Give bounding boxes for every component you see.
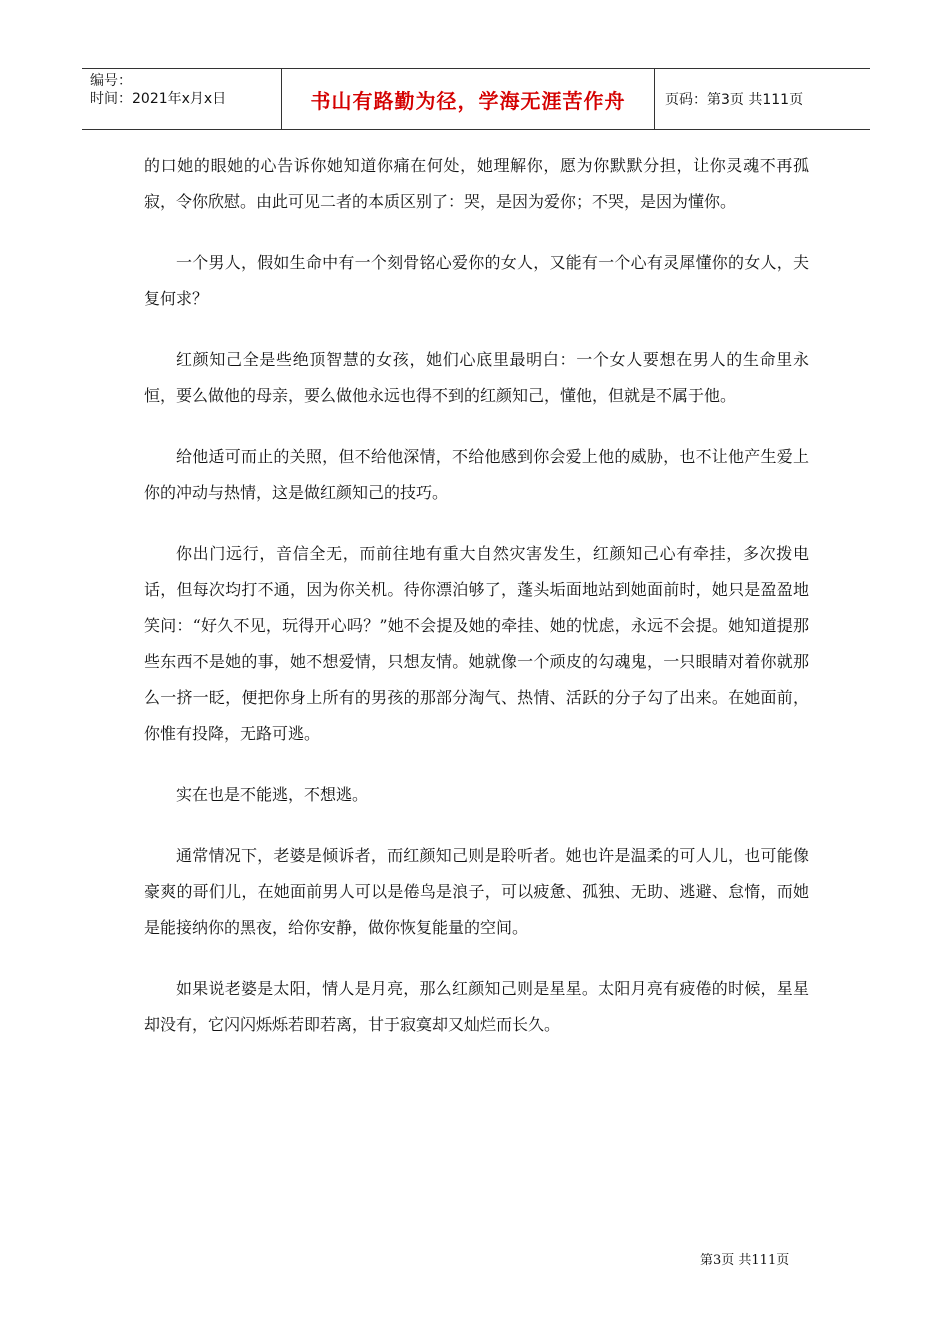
paragraph: 一个男人，假如生命中有一个刻骨铭心爱你的女人，又能有一个心有灵犀懂你的女人，夫复何求？ [144, 253, 809, 308]
paragraph: 通常情况下，老婆是倾诉者，而红颜知己则是聆听者。她也许是温柔的可人儿，也可能像豪爽的哥们儿，在她面前男人可以是倦鸟是浪子，可以疲惫、孤独、无助、逃避、怠惰，而她是能接纳你的黑夜，给你安静，做你恢复能量的空间。 [144, 846, 809, 937]
page-footer: 第3页 共111页 [700, 1253, 790, 1268]
header-meta [82, 69, 282, 129]
paragraph: 实在也是不能逃，不想逃。 [176, 785, 369, 804]
header-page-info: 页码：第3页 共111页 [665, 92, 804, 108]
header-motto: 书山有路勤为径，学海无涯苦作舟 [282, 69, 655, 129]
paragraph: 你出门远行，音信全无，而前往地有重大自然灾害发生，红颜知己心有牵挂，多次拨电话，但每次均打不通，因为你关机。待你漂泊够了，蓬头垢面地站到她面前时，她只是盈盈地笑问：“好久不见，玩得开心吗？”她不会提及她的牵挂、她的忧虑，永远不会提。她知道提那些东西不是她的事，她不想爱情，只想友情。她就像一个顽皮的勾魂鬼，一只眼睛对着你就那么一挤一眨，便把你身上所有的男孩的那部分淘气、热情、活跃的分子勾了出来。在她面前，你惟有投降，无路可逃。 [144, 544, 809, 743]
serial-label: 编号： [90, 73, 132, 89]
document-body [144, 148, 809, 1068]
paragraph: 的口她的眼她的心告诉你她知道你痛在何处，她理解你，愿为你默默分担，让你灵魂不再孤寂，令你欣慰。由此可见二者的本质区别了：哭，是因为爱你；不哭，是因为懂你。 [144, 156, 809, 211]
paragraph: 给他适可而止的关照，但不给他深情，不给他感到你会爱上他的威胁，也不让他产生爱上你的冲动与热情，这是做红颜知己的技巧。 [144, 447, 809, 502]
paragraph: 红颜知己全是些绝顶智慧的女孩，她们心底里最明白：一个女人要想在男人的生命里永恒，要么做他的母亲，要么做他永远也得不到的红颜知己，懂他，但就是不属于他。 [144, 350, 809, 405]
time-label: 时间：2021年x月x日 [90, 91, 227, 107]
paragraph: 如果说老婆是太阳，情人是月亮，那么红颜知己则是星星。太阳月亮有疲倦的时候，星星却没有，它闪闪烁烁若即若离，甘于寂寞却又灿烂而长久。 [144, 979, 809, 1034]
document-header [82, 68, 870, 130]
